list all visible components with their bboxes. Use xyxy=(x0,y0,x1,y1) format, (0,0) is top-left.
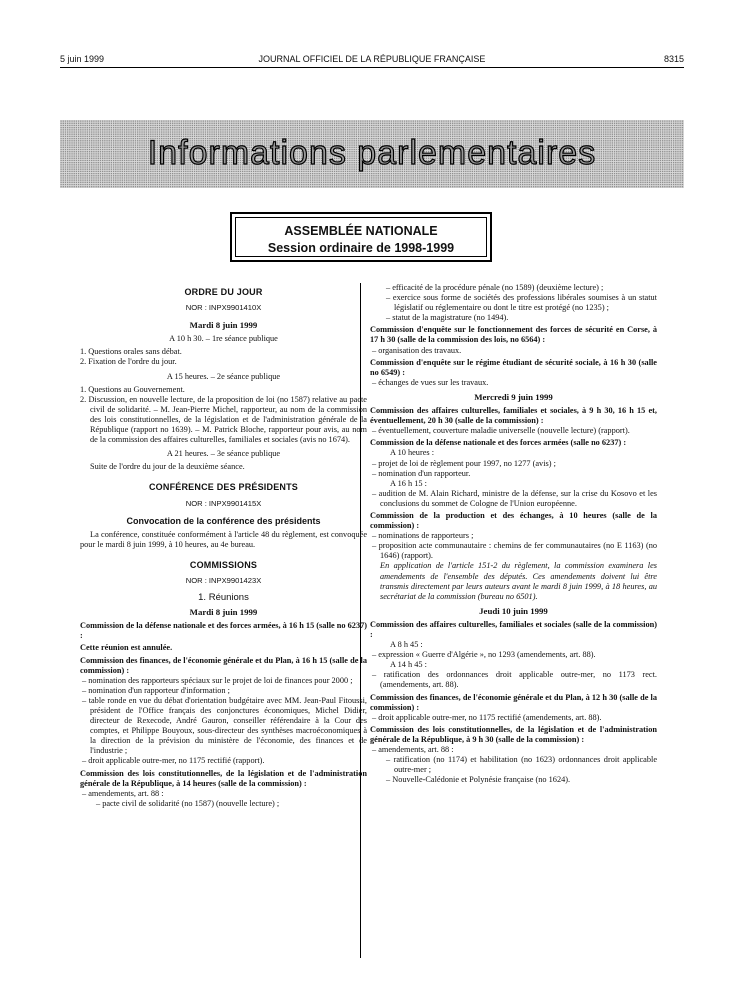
agenda-item: – table ronde en vue du débat d'orientation budgétaire avec MM. Jean-Paul Fitoussi, président de l'Office français des conjonctures économiques, Michel Didier, directeur de Rexecode, André Gauron, conseiller référendaire à la Cour des comptes, et Philippe Bouyoux, sous-directeur des synthèses macroéconomiques à la direction de la prévision du ministère de l'économie, des finances et de l'industrie ; xyxy=(82,695,367,756)
agenda-item: – nominations de rapporteurs ; xyxy=(372,531,474,541)
assembly-name: ASSEMBLÉE NATIONALE xyxy=(284,224,438,238)
banner-title: Informations parlementaires xyxy=(147,134,597,172)
sitting-1: A 10 h 30. – 1re séance publique xyxy=(169,334,278,344)
header-journal: JOURNAL OFFICIEL DE LA RÉPUBLIQUE FRANÇAISE xyxy=(258,54,486,64)
commissions-title: COMMISSIONS xyxy=(189,559,258,570)
agenda-item: – audition de M. Alain Richard, ministre de la défense, sur la crise du Kosovo et les conclusions du sommet de Cologne de l'Union européenne. xyxy=(372,488,657,508)
commission-entry: Commission des affaires culturelles, familiales et sociales, à 9 h 30, 16 h 15 et, éventuellement, 20 h 30 (salle de la commission) : xyxy=(370,406,657,426)
sitting-3-text: Suite de l'ordre du jour de la deuxième séance. xyxy=(90,462,245,472)
agenda-item: – droit applicable outre-mer, no 1175 rectifié (rapport). xyxy=(82,756,265,766)
section-banner xyxy=(60,120,684,188)
commission-entry: Commission des finances, de l'économie générale et du Plan, à 12 h 30 (salle de la commission) : xyxy=(370,692,657,712)
commission-entry: Commission de la défense nationale et des forces armées, à 16 h 15 (salle no 6237) : xyxy=(80,621,367,641)
agenda-item: – échanges de vues sur les travaux. xyxy=(372,377,489,387)
agenda-item: – droit applicable outre-mer, no 1175 rectifié (amendements, art. 88). xyxy=(372,712,602,722)
agenda-nor: NOR : INPX9901410X xyxy=(185,303,262,313)
agenda-item: – ratification des ordonnances droit applicable outre-mer, no 1173 rect. (amendements, art. 88). xyxy=(372,670,657,690)
agenda-item: – éventuellement, couverture maladie universelle (nouvelle lecture) (rapport). xyxy=(372,426,630,436)
agenda-subitem: – ratification (no 1174) et habilitation (no 1623) ordonnances droit applicable outre-mer ; xyxy=(386,755,657,775)
sitting-2-item: 1. Questions au Gouvernement. xyxy=(80,384,185,394)
sitting-1-item: 2. Fixation de l'ordre du jour. xyxy=(80,357,177,367)
agenda-item: – proposition acte communautaire : chemins de fer communautaires (no E 1163) (no 1646) (rapport). xyxy=(372,541,657,561)
agenda-subitem: – pacte civil de solidarité (no 1587) (nouvelle lecture) ; xyxy=(96,798,280,808)
agenda-item: – nomination d'un rapporteur d'information ; xyxy=(82,685,230,695)
commission-entry: Commission d'enquête sur le régime étudiant de sécurité sociale, à 16 h 30 (salle no 6549) : xyxy=(370,357,657,377)
time-label: A 14 h 45 : xyxy=(390,660,427,670)
agenda-item: – nomination des rapporteurs spéciaux sur le projet de loi de finances pour 2000 ; xyxy=(82,675,353,685)
commission-note: Cette réunion est annulée. xyxy=(80,643,173,653)
right-column xyxy=(370,283,657,785)
agenda-subitem: – Nouvelle-Calédonie et Polynésie française (no 1624). xyxy=(386,775,571,785)
conference-nor: NOR : INPX9901415X xyxy=(185,498,262,508)
day-heading: Jeudi 10 juin 1999 xyxy=(479,605,548,616)
time-label: A 10 heures : xyxy=(390,448,435,458)
assembly-box-inner xyxy=(235,217,487,257)
reunions-heading: 1. Réunions xyxy=(198,592,249,604)
time-label: A 8 h 45 : xyxy=(390,640,423,650)
agenda-day: Mardi 8 juin 1999 xyxy=(189,320,258,331)
time-label: A 16 h 15 : xyxy=(390,478,427,488)
sitting-2-item: 2. Discussion, en nouvelle lecture, de la proposition de loi (no 1587) relative au pacte civil de solidarité. – M. Jean-Pierre Michel, rapporteur, au nom de la commission des lois constitutionnelles, de la législation et de l'administration générale de la République (rapport no 1639). – M. Patrick Bloche, rapporteur pour avis, au nom de la commission des affaires culturelles, familiales et sociales (avis no 1674). xyxy=(80,394,367,445)
convocation-text: La conférence, constituée conformément à l'article 48 du règlement, est convoquée pour le mardi 8 juin 1999, à 10 heures, au 4e bureau. xyxy=(80,529,367,549)
commission-entry: Commission d'enquête sur le fonctionnement des forces de sécurité en Corse, à 17 h 30 (salle de la commission des lois, no 6564) : xyxy=(370,325,657,345)
sitting-1-item: 1. Questions orales sans débat. xyxy=(80,347,182,357)
sitting-2: A 15 heures. – 2e séance publique xyxy=(166,371,281,381)
page-header xyxy=(60,54,684,66)
commission-entry: Commission des lois constitutionnelles, de la législation et de l'administration générale de la République, à 9 h 30 (salle de la commission) : xyxy=(370,724,657,744)
amendment-note: En application de l'article 151-2 du règlement, la commission examinera les amendements de l'ensemble des députés. Ces amendements doivent lui être transmis directement par leurs auteurs avant le mardi 8 juin 1999, à 18 heures, au secrétariat de la commission (bureau no 6501). xyxy=(380,561,657,601)
agenda-item: – amendements, art. 88 : xyxy=(82,788,164,798)
commissions-nor: NOR : INPX9901423X xyxy=(185,575,262,585)
convocation-title: Convocation de la conférence des présidents xyxy=(126,515,321,526)
left-column xyxy=(80,283,367,809)
commission-entry: Commission de la production et des échanges, à 10 heures (salle de la commission) : xyxy=(370,510,657,531)
agenda-subitem: – exercice sous forme de sociétés des professions libérales soumises à un statut législatif ou réglementaire ou dont le titre est protégé (no 1235) ; xyxy=(386,293,657,313)
commission-entry: Commission des finances, de l'économie générale et du Plan, à 16 h 15 (salle de la commission) : xyxy=(80,655,367,675)
agenda-item: – nomination d'un rapporteur. xyxy=(372,468,471,478)
commission-entry: Commission de la défense nationale et des forces armées (salle no 6237) : xyxy=(370,438,627,448)
day-heading: Mercredi 9 juin 1999 xyxy=(474,391,553,402)
agenda-subitem: – statut de la magistrature (no 1494). xyxy=(386,313,509,323)
sitting-3: A 21 heures. – 3e séance publique xyxy=(166,449,281,459)
assembly-box xyxy=(230,212,492,262)
header-page-number: 8315 xyxy=(663,54,684,64)
header-rule xyxy=(60,67,684,68)
session-name: Session ordinaire de 1998-1999 xyxy=(267,241,455,255)
agenda-item: – organisation des travaux. xyxy=(372,345,462,355)
header-date: 5 juin 1999 xyxy=(60,54,105,64)
agenda-item: – amendements, art. 88 : xyxy=(372,745,454,755)
day-heading: Mardi 8 juin 1999 xyxy=(189,607,258,618)
agenda-item: – expression « Guerre d'Algérie », no 1293 (amendements, art. 88). xyxy=(372,650,596,660)
agenda-item: – projet de loi de règlement pour 1997, no 1277 (avis) ; xyxy=(372,458,556,468)
agenda-subitem: – efficacité de la procédure pénale (no 1589) (deuxième lecture) ; xyxy=(386,283,604,292)
conference-title: CONFÉRENCE DES PRÉSIDENTS xyxy=(148,482,299,493)
commission-entry: Commission des affaires culturelles, familiales et sociales (salle de la commission) : xyxy=(370,619,657,639)
commission-entry: Commission des lois constitutionnelles, de la législation et de l'administration générale de la République, à 14 heures (salle de la commission) : xyxy=(80,768,367,788)
agenda-title: ORDRE DU JOUR xyxy=(184,287,263,297)
